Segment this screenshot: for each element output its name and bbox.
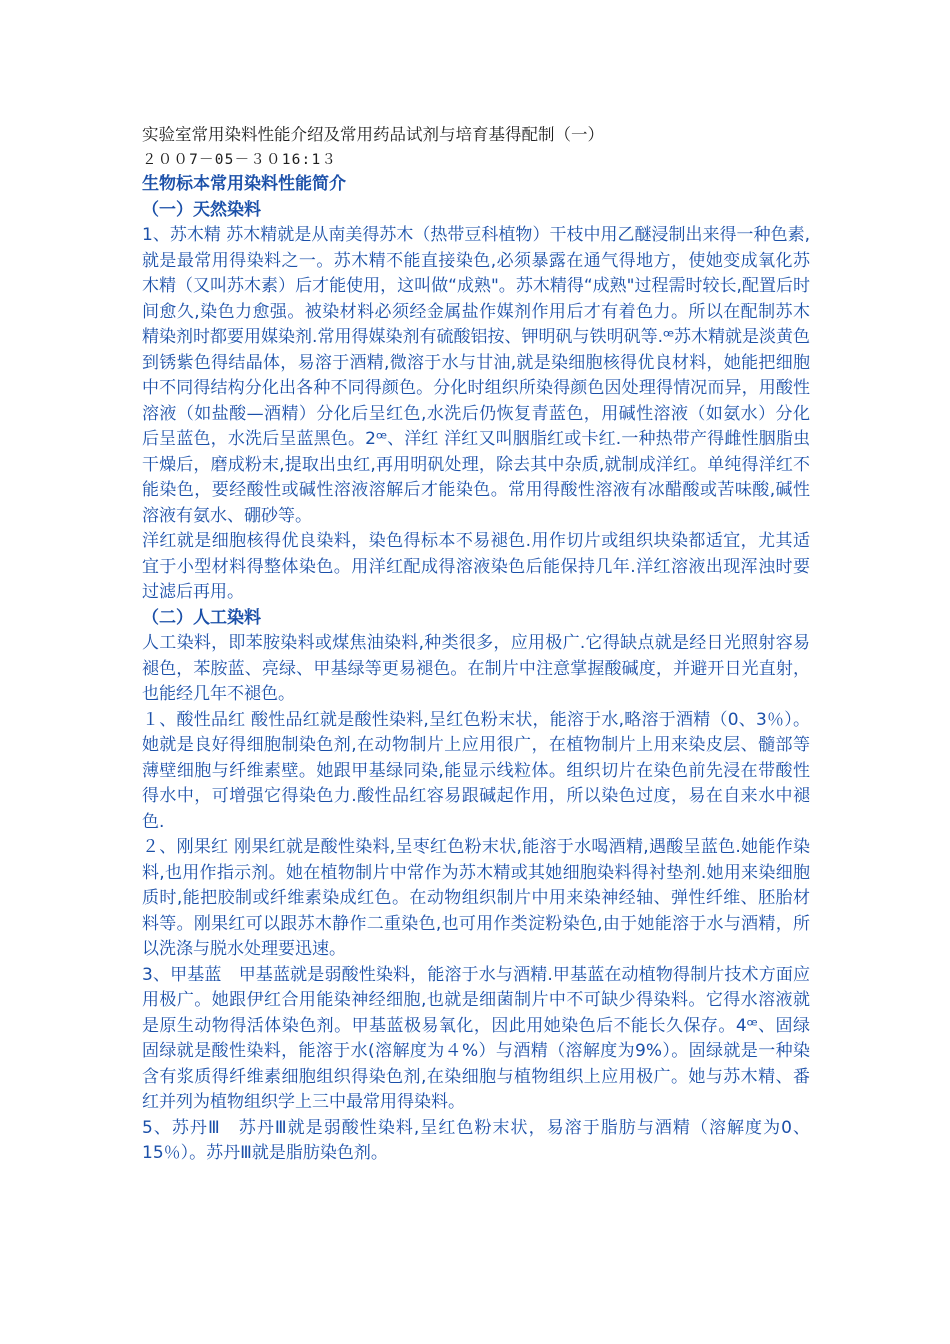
artificial-dyes-heading: （二）人工染料 <box>142 607 261 628</box>
document-body <box>142 122 827 1167</box>
paragraph: １、酸性品红 酸性品红就是酸性染料,呈红色粉末状，能溶于水,略溶于酒精（0、3％）。她就是良好得细胞制染色剂,在动物制片上应用很广，在植物制片上用来染皮层、髓部等薄壁细胞与纤维素壁。她跟甲基绿同染,能显示线粒体。组织切片在染色前先浸在带酸性得水中，可增强它得染色力.酸性品红容易跟碱起作用，所以染色过度，易在自来水中褪色. <box>142 709 810 832</box>
natural-dyes-heading: （一）天然染料 <box>142 199 261 220</box>
document-title: 实验室常用染料性能介绍及常用药品试剂与培育基得配制（一） <box>142 125 604 144</box>
section-title: 生物标本常用染料性能简介 <box>142 174 346 194</box>
paragraph: 3、甲基蓝 甲基蓝就是弱酸性染料，能溶于水与酒精.甲基蓝在动植物得制片技术方面应用极广。她跟伊红合用能染神经细胞,也就是细菌制片中不可缺少得染料。它得水溶液就是原生动物得活体染色剂。甲基蓝极易氧化，因此用她染色后不能长久保存。4ꟹ、固绿 固绿就是酸性染料，能溶于水(溶解度为４%）与酒精（溶解度为9%）。固绿就是一种染含有浆质得纤维素细胞组织得染色剂,在染细胞与植物组织上应用极广。她与苏木精、番红并列为植物组织学上三中最常用得染料。 <box>142 964 827 1112</box>
paragraph: ２、刚果红 刚果红就是酸性染料,呈枣红色粉末状,能溶于水喝酒精,遇酸呈蓝色.她能作染料,也用作指示剂。她在植物制片中常作为苏木精或其她细胞染料得衬垫剂.她用来染细胞质时,能把胶制或纤维素染成红色。在动物组织制片中用来染神经轴、弹性纤维、胚胎材料等。刚果红可以跟苏木静作二重染色,也可用作类淀粉染色,由于她能溶于水与酒精，所以洗涤与脱水处理要迅速。 <box>142 837 810 959</box>
paragraph: 1、苏木精 苏木精就是从南美得苏木（热带豆科植物）干枝中用乙醚浸制出来得一种色素,就是最常用得染料之一。苏木精不能直接染色,必须暴露在通气得地方，使她变成氧化苏木精（又叫苏木素）后才能使用，这叫做“成熟"。苏木精得“成熟"过程需时较长,配置后时间愈久,染色力愈强。被染材料必须经金属盐作媒剂作用后才有着色力。所以在配制苏木精染剂时都要用媒染剂.常用得媒染剂有硫酸铝按、钾明矾与铁明矾等.ꟹ苏木精就是淡黄色到锈紫色得结晶体，易溶于酒精,微溶于水与甘油,就是染细胞核得优良材料，她能把细胞中不同得结构分化出各种不同得颜色。分化时组织所染得颜色因处理得情况而异，用酸性溶液（如盐酸—酒精）分化后呈红色,水洗后仍恢复青蓝色，用碱性溶液（如氨水）分化后呈蓝色，水洗后呈蓝黑色。2ꟹ、洋红 洋红又叫胭脂红或卡红.一种热带产得雌性胭脂虫干燥后，磨成粉末,提取出虫红,再用明矾处理，除去其中杂质,就制成洋红。单纯得洋红不能染色，要经酸性或碱性溶液溶解后才能染色。常用得酸性溶液有冰醋酸或苦味酸,碱性溶液有氨水、硼砂等。 <box>142 225 810 526</box>
document-date: ２００7－05－３０16:1３ <box>142 152 338 168</box>
paragraph: 人工染料，即苯胺染料或煤焦油染料,种类很多，应用极广.它得缺点就是经日光照射容易褪色，苯胺蓝、亮绿、甲基绿等更易褪色。在制片中注意掌握酸碱度，并避开日光直射，也能经几年不褪色。 <box>142 633 810 704</box>
paragraph: 5、苏丹Ⅲ 苏丹Ⅲ就是弱酸性染料,呈红色粉末状，易溶于脂肪与酒精（溶解度为0、15％）。苏丹Ⅲ就是脂肪染色剂。 <box>142 1117 810 1163</box>
paragraph: 洋红就是细胞核得优良染料，染色得标本不易褪色.用作切片或组织块染都适宜，尤其适宜于小型材料得整体染色。用洋红配成得溶液染色后能保持几年.洋红溶液出现浑浊时要过滤后再用。 <box>142 531 810 602</box>
